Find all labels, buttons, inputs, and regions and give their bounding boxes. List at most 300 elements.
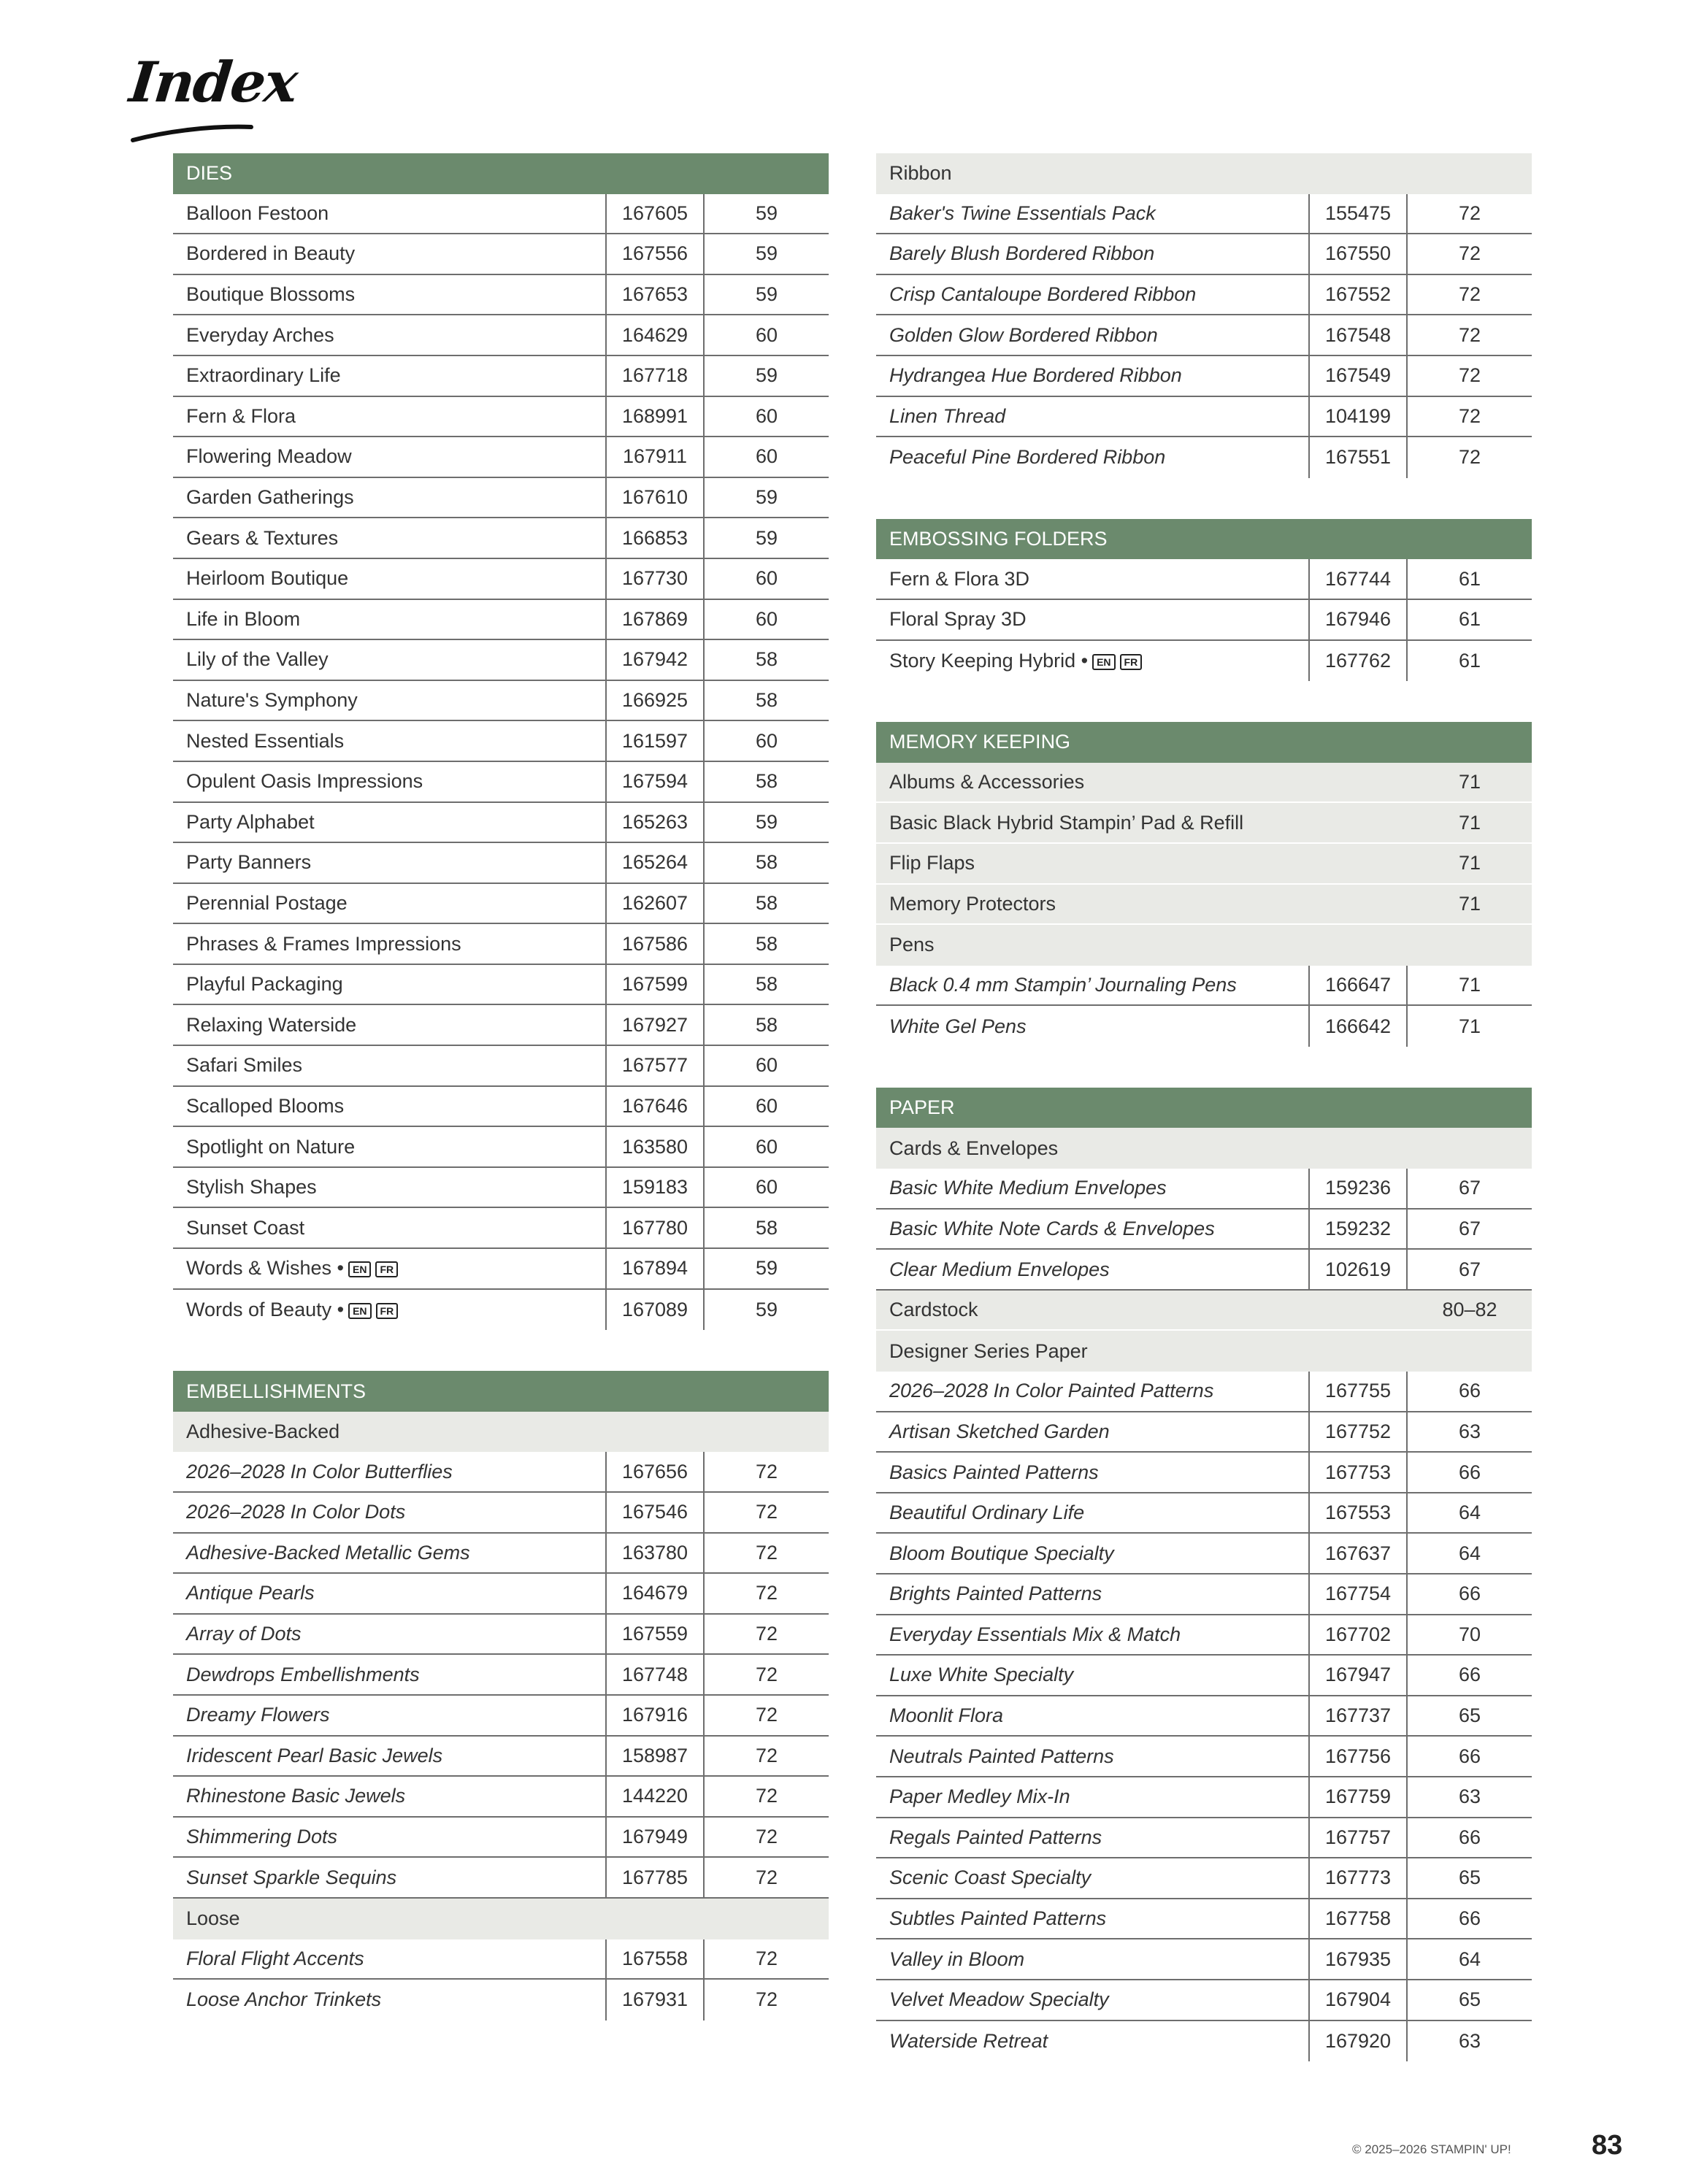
product-name-cell: [876, 1380, 1308, 1402]
language-badge-en: EN: [348, 1261, 371, 1277]
table-row: [173, 1046, 829, 1087]
item-number-cell: 167759: [1308, 1777, 1408, 1817]
item-number-cell: 167594: [605, 762, 705, 801]
table-row: [876, 1696, 1532, 1737]
page-number-cell: 65: [1458, 1988, 1481, 2011]
table-row: [173, 1127, 829, 1168]
item-number-cell: 167780: [605, 1208, 705, 1247]
product-name: Rhinestone Basic Jewels: [186, 1785, 406, 1807]
table-row: [173, 884, 829, 925]
item-number-cell: 167927: [605, 1005, 705, 1045]
language-badge-en: EN: [1092, 654, 1115, 670]
product-name: Balloon Festoon: [186, 201, 329, 224]
item-number-cell: 167546: [605, 1493, 705, 1532]
product-name-cell: [173, 527, 605, 550]
item-number-cell: 166925: [605, 681, 705, 720]
page-number-cell: 60: [755, 1094, 778, 1117]
page-number-cell: 67: [1458, 1177, 1481, 1199]
item-number-cell: 167947: [1308, 1656, 1408, 1695]
product-name: Linen Thread: [889, 404, 1006, 427]
product-name-cell: [173, 1623, 605, 1645]
product-name: Artisan Sketched Garden: [889, 1420, 1110, 1442]
item-number-cell: 167753: [1308, 1453, 1408, 1492]
page-number-cell: 59: [755, 242, 778, 265]
product-name: Sunset Coast: [186, 1216, 305, 1239]
section-header: [876, 722, 1532, 763]
item-number-cell: 167577: [605, 1046, 705, 1085]
page-number-cell: 60: [755, 1135, 778, 1158]
product-name-cell: [876, 202, 1308, 225]
table-row: [173, 518, 829, 559]
table-row: [173, 559, 829, 600]
product-name: White Gel Pens: [889, 1015, 1027, 1037]
product-name-cell: [173, 973, 605, 996]
product-name-cell: [173, 1501, 605, 1523]
product-name-cell: [173, 445, 605, 468]
table-row: [876, 1493, 1532, 1534]
product-name: Scalloped Blooms: [186, 1094, 345, 1117]
subcategory-label: Albums & Accessories: [889, 771, 1085, 793]
product-name-cell: [876, 1420, 1308, 1443]
item-number-cell: 167605: [605, 194, 705, 234]
page-number-cell: 66: [1458, 1664, 1481, 1686]
product-name: Clear Medium Envelopes: [889, 1258, 1110, 1280]
page-number-cell: 80–82: [1442, 1299, 1497, 1321]
product-name-cell: [173, 1217, 605, 1239]
item-number-cell: 167911: [605, 437, 705, 477]
product-name-cell: [876, 1258, 1308, 1281]
page-number-cell: 58: [755, 770, 778, 793]
item-number-cell: 161597: [605, 721, 705, 761]
table-row: [876, 437, 1532, 478]
table-row: [173, 315, 829, 356]
page-number-cell: 63: [1458, 2029, 1481, 2052]
page-number-cell: 60: [755, 729, 778, 752]
item-number-cell: 167646: [605, 1087, 705, 1126]
item-number-cell: 166853: [605, 518, 705, 558]
subcategory-row: [876, 1291, 1532, 1331]
language-badge-fr: FR: [376, 1303, 399, 1319]
section-header-label: EMBOSSING FOLDERS: [889, 528, 1108, 550]
product-name-cell: [173, 770, 605, 793]
product-name: Floral Flight Accents: [186, 1947, 364, 1969]
section-header: [173, 1371, 829, 1412]
table-row: [876, 641, 1532, 682]
product-name-cell: [173, 1461, 605, 1483]
item-number-cell: 167744: [1308, 559, 1408, 599]
item-number-cell: 158987: [605, 1737, 705, 1776]
product-name-cell: [173, 1176, 605, 1199]
product-name: Basic White Note Cards & Envelopes: [889, 1217, 1215, 1239]
table-row: [876, 1412, 1532, 1453]
table-row: [876, 1169, 1532, 1210]
table-row: [876, 1615, 1532, 1656]
section-header-label: EMBELLISHMENTS: [186, 1380, 367, 1402]
product-name: Paper Medley Mix-In: [889, 1785, 1070, 1808]
item-number-cell: [1308, 763, 1408, 802]
product-name: Nature's Symphony: [186, 689, 358, 712]
page-number-cell: 72: [1458, 283, 1481, 306]
table-row: [173, 397, 829, 438]
product-name-cell: [876, 242, 1308, 265]
product-name: Flowering Meadow: [186, 445, 352, 468]
product-name-cell: [173, 567, 605, 590]
product-name: Waterside Retreat: [889, 2029, 1048, 2052]
product-name: Floral Spray 3D: [889, 608, 1027, 631]
subcategory-row: [876, 1128, 1532, 1169]
page-number-cell: 72: [1458, 242, 1481, 265]
product-name-cell: [173, 851, 605, 874]
product-name-cell: [876, 1704, 1308, 1727]
index-section-paper: [876, 1088, 1532, 2061]
page-number-cell: 59: [755, 810, 778, 833]
page-number-cell: 72: [755, 1744, 778, 1766]
item-number-cell: 167757: [1308, 1818, 1408, 1858]
index-section-dies: [173, 153, 829, 1330]
subcategory-row: [173, 1899, 829, 1939]
table-row: [173, 1168, 829, 1209]
item-number-cell: 167785: [605, 1858, 705, 1897]
table-row: [173, 1290, 829, 1331]
table-row: [173, 1208, 829, 1249]
product-name-cell: [173, 730, 605, 753]
subcategory-row: [876, 885, 1532, 926]
table-row: [876, 356, 1532, 397]
product-name-cell: [173, 933, 605, 956]
table-row: [876, 1372, 1532, 1412]
table-row: [173, 275, 829, 316]
item-number-cell: 155475: [1308, 194, 1408, 234]
subcategory-label: Basic Black Hybrid Stampin’ Pad & Refill: [889, 811, 1244, 834]
section-header-label: MEMORY KEEPING: [889, 731, 1071, 753]
table-row: [876, 966, 1532, 1007]
subcategory-row: [876, 763, 1532, 804]
item-number-cell: 167553: [1308, 1493, 1408, 1533]
item-number-cell: 102619: [1308, 1250, 1408, 1289]
item-number-cell: 166647: [1308, 966, 1408, 1005]
product-name-cell: [876, 1907, 1308, 1930]
page-number-cell: 72: [755, 1541, 778, 1564]
table-row: [173, 1087, 829, 1128]
product-name-cell: [173, 1054, 605, 1077]
table-row: [876, 1858, 1532, 1899]
product-name-cell: [173, 324, 605, 347]
product-name-cell: [173, 1542, 605, 1564]
item-number-cell: 167556: [605, 234, 705, 274]
table-row: [876, 1939, 1532, 1980]
product-name-cell: [173, 1257, 605, 1280]
product-name-cell: [173, 811, 605, 834]
page-number-cell: 72: [755, 1704, 778, 1726]
product-name: 2026–2028 In Color Painted Patterns: [889, 1380, 1214, 1402]
item-number-cell: 162607: [605, 884, 705, 923]
product-name: Life in Bloom: [186, 607, 301, 630]
page-number-cell: 72: [755, 1501, 778, 1523]
item-number-cell: 167653: [605, 275, 705, 315]
product-name: Subtles Painted Patterns: [889, 1907, 1107, 1930]
table-row: [876, 600, 1532, 641]
product-name-cell: [876, 2030, 1308, 2053]
product-name: Spotlight on Nature: [186, 1135, 356, 1158]
table-row: [173, 924, 829, 965]
product-name-cell: [876, 1623, 1308, 1646]
table-row: [173, 356, 829, 397]
page-number-cell: 72: [755, 1947, 778, 1969]
section-header: [876, 1088, 1532, 1128]
item-number-cell: 167552: [1308, 275, 1408, 315]
product-name-cell: [876, 446, 1308, 469]
page-number-cell: 58: [755, 648, 778, 671]
table-row: [173, 1655, 829, 1696]
subcategory-row: [173, 1412, 829, 1453]
item-number-cell: 167758: [1308, 1899, 1408, 1939]
page-number-cell: 66: [1458, 1745, 1481, 1767]
language-badge-fr: FR: [1120, 654, 1143, 670]
product-name-cell: [173, 648, 605, 671]
page-number-cell: 60: [755, 404, 778, 427]
product-name-cell: [173, 1866, 605, 1889]
language-badge-en: EN: [348, 1303, 371, 1319]
index-section-embossing: [876, 519, 1532, 681]
language-badge-fr: FR: [375, 1261, 398, 1277]
product-name-cell: [173, 1704, 605, 1726]
product-name: Heirloom Boutique: [186, 567, 349, 590]
section-header-label: PAPER: [889, 1096, 955, 1119]
table-row: [876, 1210, 1532, 1250]
page-number-cell: 72: [755, 1623, 778, 1645]
product-name-cell: [876, 324, 1308, 347]
page-number-cell: 71: [1458, 892, 1481, 915]
product-name-cell: [173, 689, 605, 712]
product-name-cell: [173, 242, 605, 265]
page-number-cell: 67: [1458, 1258, 1481, 1280]
item-number-cell: [1308, 885, 1408, 924]
page-number-cell: 61: [1458, 608, 1481, 631]
product-name: Relaxing Waterside: [186, 1013, 357, 1036]
table-row: [876, 2021, 1532, 2062]
item-number-cell: 167931: [605, 1980, 705, 2020]
product-name: Antique Pearls: [186, 1582, 315, 1604]
product-name: Lily of the Valley: [186, 648, 329, 671]
product-name-cell: [876, 1745, 1308, 1768]
product-name: Everyday Essentials Mix & Match: [889, 1623, 1181, 1645]
table-row: [173, 721, 829, 762]
product-name-cell: [876, 1785, 1308, 1808]
product-name-cell: [173, 1988, 605, 2011]
product-name-cell: [876, 1664, 1308, 1686]
subcategory-label: Ribbon: [889, 162, 952, 185]
item-number-cell: 167762: [1308, 641, 1408, 682]
table-row: [173, 843, 829, 884]
item-number-cell: 167773: [1308, 1858, 1408, 1898]
item-number-cell: 167752: [1308, 1412, 1408, 1452]
table-row: [173, 1818, 829, 1858]
item-number-cell: 166642: [1308, 1006, 1408, 1047]
table-row: [876, 1574, 1532, 1615]
item-number-cell: 167548: [1308, 315, 1408, 355]
item-number-cell: 167610: [605, 478, 705, 518]
page-number-cell: 59: [755, 486, 778, 509]
table-row: [173, 1574, 829, 1615]
table-row: [876, 1818, 1532, 1859]
table-row: [173, 1980, 829, 2020]
item-number-cell: 167550: [1308, 234, 1408, 274]
item-number-cell: 163580: [605, 1127, 705, 1166]
page-number-cell: 72: [755, 1582, 778, 1604]
table-row: [876, 1250, 1532, 1291]
product-name: Shimmering Dots: [186, 1826, 338, 1848]
page-number-cell: 60: [755, 445, 778, 468]
item-number-cell: 167089: [605, 1290, 705, 1331]
table-row: [173, 1777, 829, 1818]
product-name-cell: [876, 405, 1308, 428]
product-name-cell: [876, 1948, 1308, 1971]
page-number-cell: 60: [755, 607, 778, 630]
product-name: Nested Essentials: [186, 729, 345, 752]
product-name-cell: [876, 1988, 1308, 2011]
page-number-cell: 71: [1458, 852, 1481, 874]
item-number-cell: 167904: [1308, 1980, 1408, 2020]
product-name-cell: [173, 486, 605, 509]
product-name-cell: [876, 1461, 1308, 1484]
product-name: Regals Painted Patterns: [889, 1826, 1102, 1848]
product-name: Garden Gatherings: [186, 486, 354, 509]
subcategory-label: Memory Protectors: [889, 892, 1056, 915]
product-name-cell: [173, 364, 605, 387]
product-name-cell: [173, 405, 605, 428]
product-name: Extraordinary Life: [186, 364, 341, 387]
table-row: [173, 681, 829, 722]
table-row: [876, 1899, 1532, 1940]
item-number-cell: 163780: [605, 1534, 705, 1573]
product-name-cell: [876, 1015, 1308, 1038]
page-number-cell: 59: [755, 1257, 778, 1280]
page-number-cell: 66: [1458, 1380, 1481, 1402]
copyright-notice: © 2025–2026 STAMPIN' UP!: [1352, 2142, 1511, 2156]
product-name-cell: [173, 1947, 605, 1970]
index-column-left: [173, 153, 829, 2061]
subcategory-label: Cards & Envelopes: [889, 1137, 1059, 1159]
item-number-cell: 167656: [605, 1452, 705, 1491]
product-name: 2026–2028 In Color Dots: [186, 1501, 406, 1523]
item-number-cell: 167869: [605, 600, 705, 639]
product-name: Phrases & Frames Impressions: [186, 932, 461, 955]
product-name: Story Keeping Hybrid •: [889, 649, 1089, 672]
item-number-cell: 167737: [1308, 1696, 1408, 1736]
item-number-cell: 167942: [605, 640, 705, 680]
table-row: [876, 315, 1532, 356]
product-name: Safari Smiles: [186, 1054, 303, 1077]
subcategory-label: Cardstock: [889, 1299, 978, 1321]
page-number-cell: 66: [1458, 1826, 1481, 1848]
page-number-cell: 66: [1458, 1461, 1481, 1483]
product-name-cell: [173, 1014, 605, 1037]
product-name: Black 0.4 mm Stampin’ Journaling Pens: [889, 973, 1237, 996]
table-row: [173, 1615, 829, 1656]
product-name-cell: [173, 608, 605, 631]
table-row: [876, 1534, 1532, 1574]
item-number-cell: 167718: [605, 356, 705, 396]
table-row: [173, 1249, 829, 1290]
product-name-cell: [876, 1542, 1308, 1565]
page-number-cell: 64: [1458, 1502, 1481, 1524]
table-row: [173, 478, 829, 519]
page-number-cell: 72: [1458, 364, 1481, 387]
product-name: Scenic Coast Specialty: [889, 1866, 1092, 1889]
table-row: [876, 1737, 1532, 1777]
product-name: Fern & Flora: [186, 404, 296, 427]
table-row: [173, 762, 829, 803]
product-name-cell: [876, 608, 1308, 631]
item-number-cell: 104199: [1308, 397, 1408, 437]
product-name: Everyday Arches: [186, 323, 334, 346]
item-number-cell: [1308, 844, 1408, 883]
subcategory-row: [876, 803, 1532, 844]
product-name-cell: [173, 1826, 605, 1848]
index-column-right: [876, 153, 1532, 2102]
page-title: Index: [126, 50, 300, 115]
item-number-cell: 167558: [605, 1939, 705, 1979]
item-number-cell: 167702: [1308, 1615, 1408, 1655]
item-number-cell: 164679: [605, 1574, 705, 1613]
page-number-cell: 65: [1458, 1866, 1481, 1889]
product-name: 2026–2028 In Color Butterflies: [186, 1460, 453, 1483]
page-number-cell: 71: [1458, 973, 1481, 996]
item-number-cell: 167756: [1308, 1737, 1408, 1776]
product-name: Barely Blush Bordered Ribbon: [889, 242, 1155, 265]
product-name: Party Alphabet: [186, 810, 315, 833]
product-name: Dreamy Flowers: [186, 1704, 330, 1726]
table-row: [876, 397, 1532, 438]
table-row: [876, 1656, 1532, 1696]
table-row: [173, 194, 829, 235]
table-row: [173, 965, 829, 1006]
subcategory-row: [876, 925, 1532, 966]
item-number-cell: 167748: [605, 1655, 705, 1694]
page-number-cell: 58: [755, 1216, 778, 1239]
page-number-cell: 72: [1458, 404, 1481, 427]
product-name: Party Banners: [186, 851, 312, 874]
product-name: Words of Beauty •: [186, 1298, 345, 1320]
product-name: Iridescent Pearl Basic Jewels: [186, 1744, 443, 1766]
product-name: Adhesive-Backed Metallic Gems: [186, 1541, 470, 1564]
item-number-cell: 168991: [605, 397, 705, 437]
product-name: Neutrals Painted Patterns: [889, 1745, 1114, 1767]
page-number-cell: 72: [755, 1785, 778, 1807]
product-name-cell: [876, 1583, 1308, 1605]
table-row: [173, 600, 829, 641]
table-row: [876, 559, 1532, 600]
item-number-cell: 167551: [1308, 437, 1408, 478]
item-number-cell: 167755: [1308, 1372, 1408, 1411]
subcategory-label: Designer Series Paper: [889, 1339, 1088, 1362]
product-name-cell: [876, 650, 1308, 672]
title-underline-swash: [130, 115, 254, 145]
item-number-cell: 167730: [605, 559, 705, 599]
page-number-cell: 67: [1458, 1217, 1481, 1239]
page-number-cell: 64: [1458, 1947, 1481, 1970]
product-name-cell: [173, 892, 605, 915]
product-name: Array of Dots: [186, 1623, 302, 1645]
item-number-cell: 167894: [605, 1249, 705, 1288]
subcategory-label: Adhesive-Backed: [186, 1420, 340, 1443]
table-row: [173, 1493, 829, 1534]
product-name-cell: [173, 1299, 605, 1321]
subcategory-row: [876, 153, 1532, 194]
product-name: Peaceful Pine Bordered Ribbon: [889, 446, 1166, 469]
page-number-cell: 71: [1458, 771, 1481, 793]
product-name-cell: [173, 1582, 605, 1604]
